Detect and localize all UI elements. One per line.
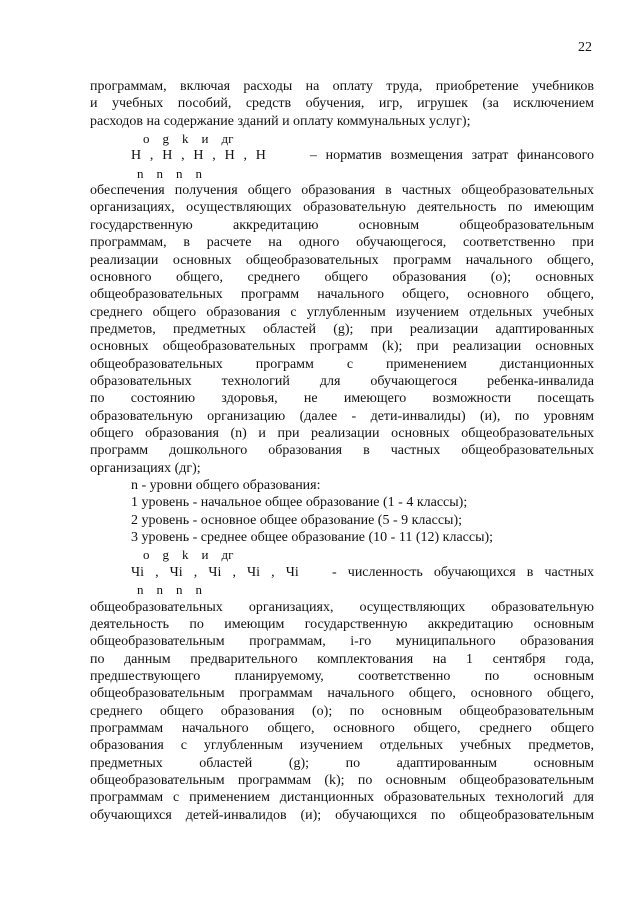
text-line: общеобразовательным программам начального общего, основного общего, [90,686,594,702]
text-line: n - уровни общего образования: [131,478,321,494]
text-line: организациях, осуществляющих образовательную деятельность по имеющим [90,200,594,216]
text-line: образования с углубленным изучением отдельных учебных предметов, [90,738,594,754]
text-line: Чi , Чi , Чi , Чi , Чi - численность обучающихся в частных [131,564,594,580]
text-line: 2 уровень - основное общее образование (5 - 9 классы); [131,512,462,528]
text-line: общеобразовательным программам, i-го муниципального образования [90,634,594,650]
text-line: основного общего, среднего общего образования (o); основных [90,269,594,285]
text-line: n n n n [137,582,202,598]
text-line: программам с применением дистанционных образовательных технологий для [90,790,594,806]
text-line: основных общеобразовательных программ (k); при реализации основных [90,339,594,355]
text-line: реализации основных общеобразовательных программ начального общего, [90,252,594,268]
text-line: обеспечения получения общего образования в частных общеобразовательных [90,183,594,199]
text-line: программам, в расчете на одного обучающегося, соответственно при [90,235,594,251]
text-line: среднего общего образования (o); по основным общеобразовательным [90,703,594,719]
text-line: предшествующего планируемому, соответственно по основным [90,668,594,684]
text-line: 3 уровень - среднее общее образование (10 - 11 (12) классы); [131,530,494,546]
text-line: обучающихся детей-инвалидов (и); обучающихся по общеобразовательным [90,807,594,823]
text-line: образовательную организацию (далее - дети-инвалиды) (и), по уровням [90,408,594,424]
text-line: образовательных технологий для обучающегося ребенка-инвалида [90,373,594,389]
text-line: o g k и дг [143,131,234,147]
text-line: n n n n [137,165,202,181]
text-line: общеобразовательных программ начального общего, основного общего, [90,287,594,303]
text-line: 1 уровень - начальное общее образование (1 - 4 классы); [131,495,468,511]
text-line: o g k и дг [143,547,234,563]
text-line: Н , Н , Н , Н , Н – норматив возмещения затрат финансового [131,148,594,164]
text-line: по состоянию здоровья, не имеющего возможности посещать [90,391,594,407]
text-line: предметов, предметных областей (g); при реализации адаптированных [90,321,594,337]
text-line: общеобразовательных организациях, осуществляющих образовательную [90,599,594,615]
text-line: организациях (дг); [90,460,201,476]
text-line: программам, включая расходы на оплату труда, приобретение учебников [90,79,594,94]
text-line: среднего общего образования с углубленным изучением отдельных учебных [90,304,594,320]
text-line: общеобразовательных программ с применением дистанционных [90,356,594,372]
text-line: общего образования (n) и при реализации основных общеобразовательных [90,426,594,441]
text-line: деятельность по имеющим государственную аккредитацию основным [90,616,594,632]
text-line: государственную аккредитацию основным общеобразовательным [90,217,594,233]
page-number: 22 [578,40,592,55]
text-line: расходов на содержание зданий и оплату коммунальных услуг); [90,113,471,129]
text-line: предметных областей (g); по адаптированным основным [90,755,594,771]
text-line: программам начального общего, основного общего, среднего общего [90,720,594,736]
text-line: общеобразовательным программам (k); по основным общеобразовательным [90,773,594,788]
text-line: по данным предварительного комплектования на 1 сентября года, [90,651,594,667]
text-line: программ дошкольного образования в частных общеобразовательных [90,443,594,459]
text-line: и учебных пособий, средств обучения, игр, игрушек (за исключением [90,96,594,112]
